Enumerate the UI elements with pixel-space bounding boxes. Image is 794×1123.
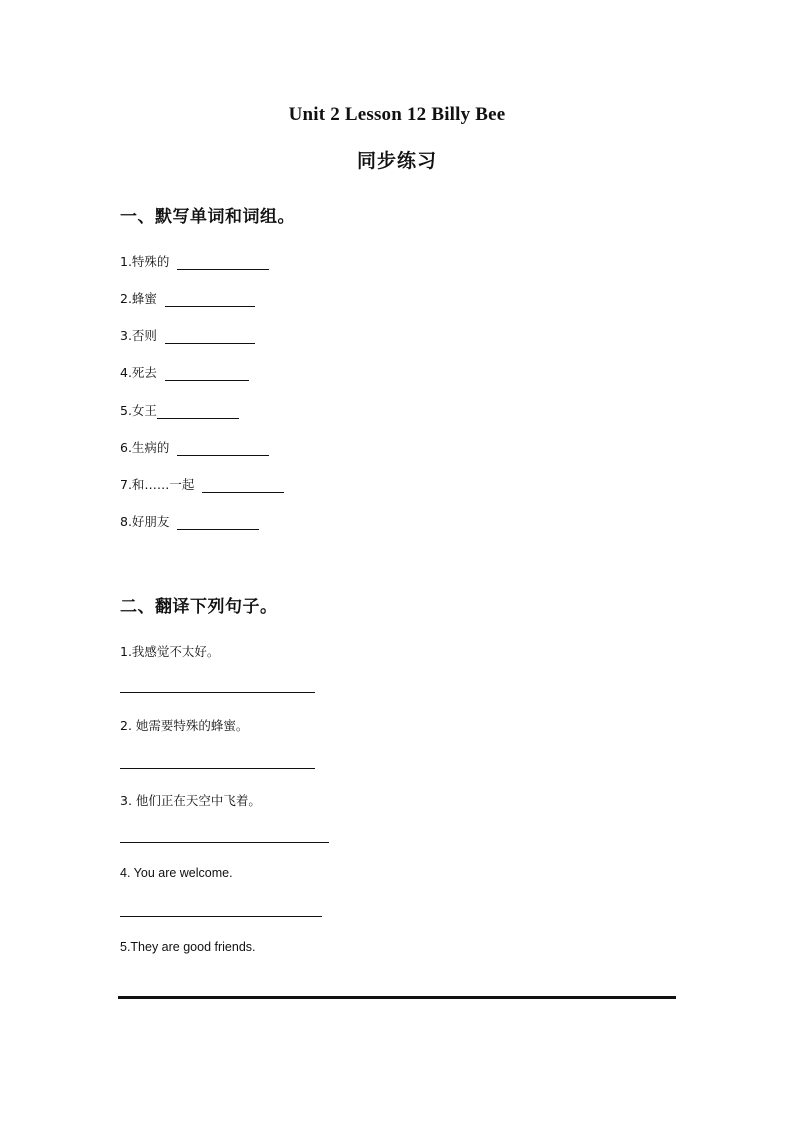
dictation-item-label: 3.否则: [120, 328, 157, 343]
dictation-blank[interactable]: [165, 366, 249, 381]
section-2-heading: 二、翻译下列句子。: [120, 597, 278, 617]
translation-answer-line[interactable]: [120, 842, 329, 843]
translation-prompt: 4. You are welcome.: [120, 866, 233, 880]
dictation-item: [120, 252, 269, 270]
dictation-blank[interactable]: [157, 404, 239, 419]
dictation-item-label: 4.死去: [120, 365, 157, 380]
page-subtitle: 同步练习: [356, 150, 437, 172]
translation-prompt: 3. 他们正在天空中飞着。: [120, 793, 261, 808]
dictation-item-label: 5.女王: [120, 403, 157, 418]
dictation-item: [120, 326, 255, 344]
section-1-heading: 一、默写单词和词组。: [120, 207, 295, 227]
dictation-blank[interactable]: [165, 292, 255, 307]
dictation-item-label: 8.好朋友: [120, 514, 170, 529]
translation-answer-line[interactable]: [120, 768, 315, 769]
translation-answer-line[interactable]: [120, 692, 315, 693]
dictation-item: [120, 289, 255, 307]
translation-answer-line[interactable]: [120, 916, 322, 917]
dictation-item-label: 7.和……一起: [120, 477, 195, 492]
translation-prompt: 5.They are good friends.: [120, 940, 256, 954]
dictation-item: [120, 512, 259, 530]
dictation-blank[interactable]: [177, 441, 269, 456]
dictation-blank[interactable]: [165, 329, 255, 344]
dictation-blank[interactable]: [177, 255, 269, 270]
footer-divider: [118, 996, 676, 999]
dictation-item-label: 1.特殊的: [120, 254, 170, 269]
dictation-blank[interactable]: [202, 478, 284, 493]
dictation-item: [120, 363, 249, 381]
dictation-item: [120, 401, 239, 419]
dictation-item: [120, 475, 284, 493]
translation-prompt: 2. 她需要特殊的蜂蜜。: [120, 718, 249, 733]
dictation-item-label: 2.蜂蜜: [120, 291, 157, 306]
dictation-item-label: 6.生病的: [120, 440, 170, 455]
page-title: Unit 2 Lesson 12 Billy Bee: [288, 104, 506, 125]
dictation-blank[interactable]: [177, 515, 259, 530]
translation-prompt: 1.我感觉不太好。: [120, 644, 220, 659]
dictation-item: [120, 438, 269, 456]
